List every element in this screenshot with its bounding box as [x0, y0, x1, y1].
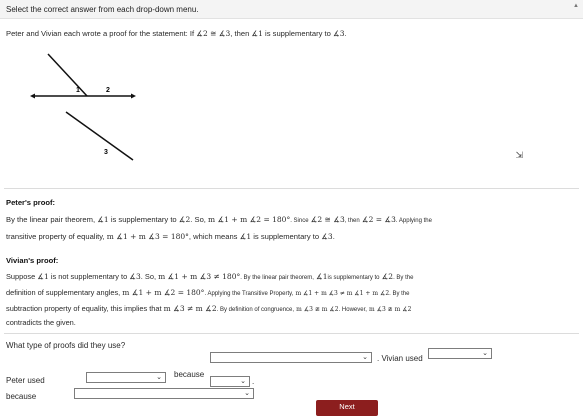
statement-supplementary: is supplementary to — [265, 29, 331, 38]
statement-then: , then — [230, 29, 250, 38]
statement-text: Peter and Vivian each wrote a proof for the statement: If — [6, 29, 195, 38]
label-1: 1 — [76, 87, 80, 94]
divider — [4, 188, 579, 189]
peter-used-label: Peter used — [6, 376, 45, 385]
peter-because-dropdown[interactable] — [210, 376, 250, 387]
vivian-used-label: . Vivian used — [377, 354, 423, 363]
vivian-proof-line-3: subtraction property of equality, this implies that m ∡3 ≠ m ∡2. By definition of congruence, m ∡3 ≇ m ∡2. However, m ∡3 ≇ m ∡2 — [6, 304, 412, 313]
vivian-proof-line-1: Suppose ∡1 is not supplementary to ∡3. So, m ∡1 + m ∡3 ≠ 180°. By the linear pair theorem, ∡1is supplementary to ∡2. By the — [6, 272, 414, 281]
scroll-up-icon[interactable]: ▲ — [573, 3, 579, 9]
mouse-cursor-icon: ⇲ — [515, 150, 523, 160]
chevron-down-icon: ⌄ — [362, 354, 368, 361]
question-text: What type of proofs did they use? — [6, 341, 126, 350]
statement-hypothesis: ∡2 ≅ ∡3 — [196, 29, 231, 38]
next-button[interactable]: Next — [316, 400, 378, 416]
left-arrowhead-icon — [30, 94, 35, 99]
angle-figure — [28, 48, 138, 163]
vivian-proof-line-2: definition of supplementary angles, m ∡1 + m ∡2 = 180°. Applying the Transitive Property, m ∡1 + m ∡3 ≠ m ∡1 + m ∡2. By the — [6, 288, 410, 297]
peter-proof-line-2: transitive property of equality, m ∡1 + m ∡3 = 180°, which means ∡1 is supplementary to ∡3. — [6, 232, 335, 241]
lower-ray — [66, 112, 133, 160]
chevron-down-icon: ⌄ — [156, 374, 162, 381]
peter-proof-title: Peter's proof: — [6, 198, 56, 207]
period-label: . — [252, 377, 255, 386]
divider — [4, 333, 579, 334]
chevron-down-icon: ⌄ — [482, 350, 488, 357]
vivian-proof-line-4: contradicts the given. — [6, 318, 76, 327]
instruction-text: Select the correct answer from each drop-down menu. — [6, 5, 199, 14]
statement-angle-3: ∡3 — [333, 29, 345, 38]
vivian-proof-type-dropdown[interactable] — [428, 348, 492, 359]
because2-label: because — [6, 392, 37, 401]
label-2: 2 — [106, 87, 110, 94]
right-arrowhead-icon — [131, 94, 136, 99]
vivian-proof-type-dropdown-wide[interactable] — [210, 352, 372, 363]
vivian-because-dropdown[interactable] — [74, 388, 254, 399]
peter-proof-line-1: By the linear pair theorem, ∡1 is supplementary to ∡2. So, m ∡1 + m ∡2 = 180°. Since ∡2 ≅ ∡3, then ∡2 = ∡3. Applying the — [6, 215, 432, 224]
label-3: 3 — [104, 149, 108, 156]
vivian-proof-title: Vivian's proof: — [6, 256, 59, 265]
because-label: because — [174, 370, 205, 379]
peter-proof-type-dropdown[interactable] — [86, 372, 166, 383]
statement-angle-1: ∡1 — [251, 29, 263, 38]
chevron-down-icon: ⌄ — [240, 378, 246, 385]
upper-ray — [48, 54, 87, 96]
problem-statement: Peter and Vivian each wrote a proof for the statement: If ∡2 ≅ ∡3, then ∡1 is supplementary to ∡3. — [6, 29, 347, 38]
chevron-down-icon: ⌄ — [244, 390, 250, 397]
